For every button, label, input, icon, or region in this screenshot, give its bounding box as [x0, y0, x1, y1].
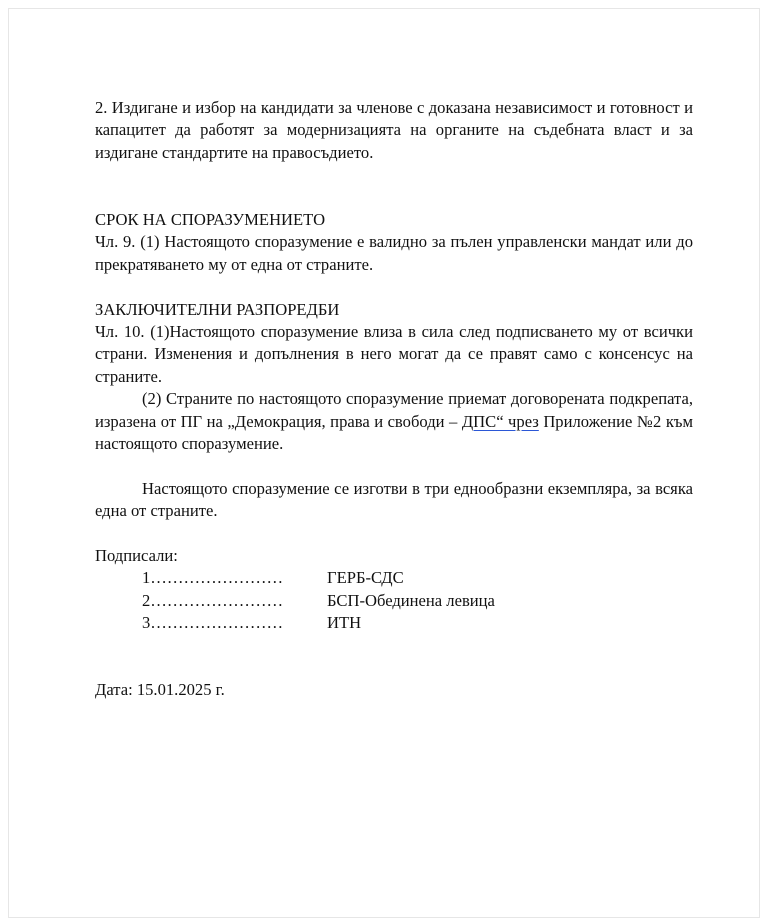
article-10-2-text: (2) Страните по настоящото споразумение приемат договорената подкрепата, изразена от ПГ на „Демокрация, права и свободи –	[95, 389, 693, 431]
article-10-2-end: Приложение №2 към настоящото споразумение.	[95, 411, 693, 454]
paragraph-copies: Настоящото споразумение се изготви в три еднообразни екземпляра, за всяка една от страните.	[95, 478, 693, 521]
heading-final-provisions: ЗАКЛЮЧИТЕЛНИ РАЗПОРЕДБИ	[95, 299, 340, 319]
paragraph-point-2: 2. Издигане и избор на кандидати за членове с доказана независимост и готовност и капацитет да работят за модернизацията на органите на съдебната власт и за издигане стандартите на правосъдието.	[95, 98, 693, 162]
signatory-row	[95, 567, 693, 589]
paragraph-article-9: Чл. 9. (1) Настоящото споразумение е валидно за пълен управленски мандат или до прекратяването му от една от страните.	[95, 232, 693, 274]
document-date: Дата: 15.01.2025 г.	[95, 680, 225, 700]
signatory-row	[95, 612, 693, 634]
paragraph-article-10-1: Чл. 10. (1)Настоящото споразумение влиза в сила след подписването му от всички страни. Изменения и допълнения в него могат да се правят само с консенсус на страните.	[95, 322, 693, 386]
spacer	[95, 455, 693, 477]
spellcheck-flagged-text: ДПС“ чрез	[461, 411, 539, 431]
document-body	[95, 97, 693, 702]
signatory-number: 3……………………	[142, 613, 284, 633]
signatory-row	[95, 590, 693, 612]
signatory-party: ИТН	[327, 613, 362, 633]
spacer	[95, 523, 693, 545]
signatory-party: БСП-Обединена левица	[327, 590, 495, 610]
signatory-number: 2……………………	[142, 590, 284, 610]
signatory-number: 1……………………	[142, 568, 284, 588]
signed-label: Подписали:	[95, 546, 178, 566]
paragraph-article-10-2	[95, 388, 693, 455]
signatory-party: ГЕРБ-СДС	[327, 568, 404, 588]
spacer	[95, 164, 693, 209]
document-page	[8, 8, 760, 918]
spacer	[95, 635, 693, 680]
heading-term: СРОК НА СПОРАЗУМЕНИЕТО	[95, 210, 326, 230]
spacer	[95, 276, 693, 298]
